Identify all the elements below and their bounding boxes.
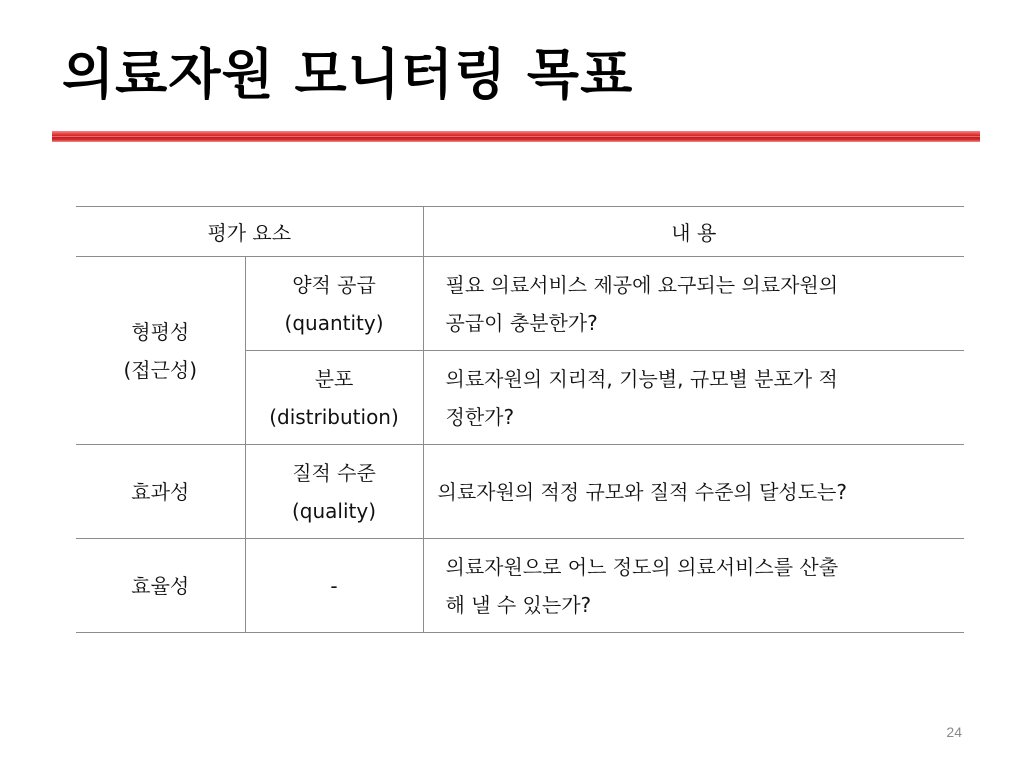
content-line: 의료자원으로 어느 정도의 의료서비스를 산출 xyxy=(445,554,839,579)
table-header-row xyxy=(76,207,964,257)
metric-cell-quantity xyxy=(245,257,423,351)
page-number: 24 xyxy=(946,724,962,740)
element-sublabel: (접근성) xyxy=(123,357,198,382)
header-content: 내 용 xyxy=(423,207,964,257)
content-line: 해 낼 수 있는가? xyxy=(445,592,592,617)
element-cell-equity xyxy=(76,257,245,445)
metric-sublabel: (quality) xyxy=(291,498,377,523)
content-cell xyxy=(423,539,964,633)
element-cell-efficiency xyxy=(76,539,245,633)
element-cell-effectiveness xyxy=(76,445,245,539)
slide-title: 의료자원 모니터링 목표 xyxy=(62,43,634,106)
metric-cell-distribution xyxy=(245,351,423,445)
element-label: 효과성 xyxy=(131,479,190,504)
content-line: 필요 의료서비스 제공에 요구되는 의료자원의 xyxy=(445,272,839,297)
content-line: 정한가? xyxy=(445,404,515,429)
metric-label: - xyxy=(330,573,338,598)
metric-sublabel: (distribution) xyxy=(269,404,399,429)
content-line: 공급이 충분한가? xyxy=(445,310,598,335)
element-label: 효율성 xyxy=(131,573,190,598)
title-divider-highlight xyxy=(52,136,980,137)
header-evaluation-element: 평가 요소 xyxy=(76,207,423,257)
metric-cell-quality xyxy=(245,445,423,539)
metric-label: 분포 xyxy=(314,366,354,391)
title-divider xyxy=(52,131,980,143)
content-cell xyxy=(423,257,964,351)
content-cell xyxy=(423,445,964,539)
content-line: 의료자원의 적정 규모와 질적 수준의 달성도는? xyxy=(437,479,847,504)
content-line: 의료자원의 지리적, 기능별, 규모별 분포가 적 xyxy=(445,366,838,391)
element-label: 형평성 xyxy=(131,319,190,344)
metric-label: 양적 공급 xyxy=(292,272,376,297)
content-cell xyxy=(423,351,964,445)
table-row xyxy=(76,257,964,351)
table-row xyxy=(76,445,964,539)
metric-label: 질적 수준 xyxy=(292,460,376,485)
table-row xyxy=(76,539,964,633)
evaluation-table xyxy=(76,206,964,633)
metric-sublabel: (quantity) xyxy=(284,310,384,335)
metric-cell-empty xyxy=(245,539,423,633)
